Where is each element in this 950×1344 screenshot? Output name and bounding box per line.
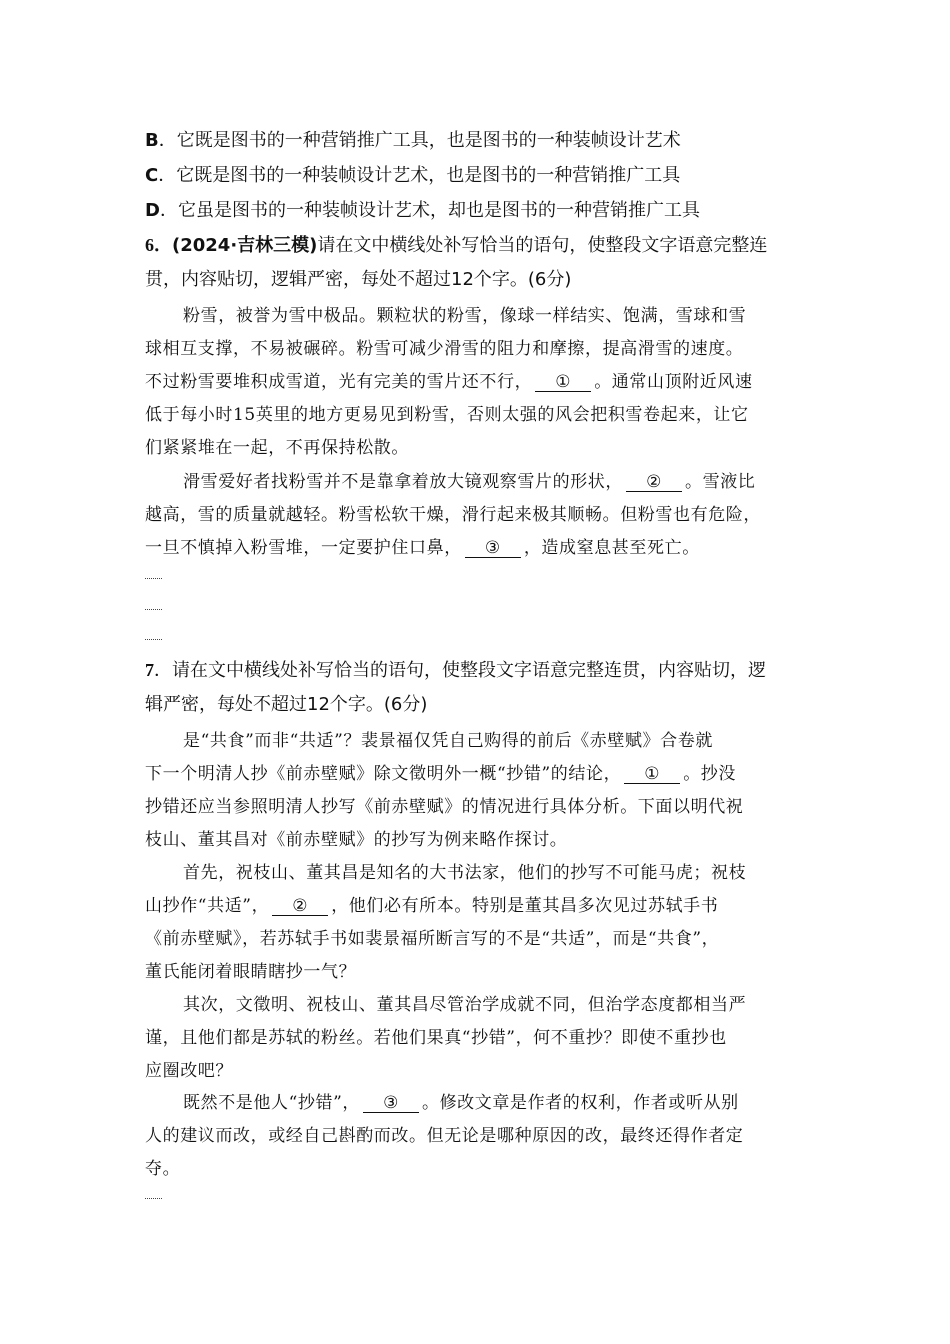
question-6-prompt — [145, 231, 767, 257]
question-text: 请在文中横线处补写恰当的语句，使整段文字语意完整连 — [317, 235, 768, 256]
passage-text: 滑雪爱好者找粉雪并不是靠拿着放大镜观察雪片的形状， — [183, 472, 623, 492]
question-7-prompt-cont: 辑严密，每处不超过12个字。(6分) — [145, 694, 428, 715]
passage-line: 其次，文徵明、祝枝山、董其昌尽管治学成就不同，但治学态度都相当严 — [183, 995, 747, 1015]
passage-text: 下一个明清人抄《前赤壁赋》除文徵明外一概“抄错”的结论， — [145, 764, 622, 784]
passage-text: ，他们必有所本。特别是董其昌多次见过苏轼手书 — [331, 896, 719, 916]
passage-line: 应圈改吧？ — [145, 1061, 233, 1081]
option-c — [145, 161, 680, 187]
passage-text: 一旦不慎掉入粉雪堆，一定要护住口鼻， — [145, 538, 462, 558]
option-text: ．它虽是图书的一种装帧设计艺术，却也是图书的一种营销推广工具 — [159, 200, 700, 221]
passage-text: 。修改文章是作者的权利，作者或听从别 — [421, 1093, 739, 1113]
passage-line: 抄错还应当参照明清人抄写《前赤壁赋》的情况进行具体分析。下面以明代祝 — [145, 797, 744, 817]
answer-blank-1[interactable]: ① — [624, 765, 680, 784]
answer-dotted-line — [145, 609, 162, 610]
passage-line: 们紧紧堆在一起，不再保持松散。 — [145, 438, 409, 458]
passage-line: 粉雪，被誉为雪中极品。颗粒状的粉雪，像球一样结实、饱满，雪球和雪 — [183, 306, 747, 326]
passage-line: 枝山、董其昌对《前赤壁赋》的抄写为例来略作探讨。 — [145, 830, 568, 850]
passage-text: 既然不是他人“抄错”， — [183, 1093, 360, 1113]
answer-blank-3[interactable]: ③ — [465, 539, 521, 558]
option-letter: D — [145, 200, 160, 221]
passage-line: 低于每小时15英里的地方更易见到粉雪，否则太强的风会把积雪卷起来，让它 — [145, 405, 749, 425]
answer-blank-2[interactable]: ② — [626, 473, 682, 492]
passage-line — [145, 891, 718, 916]
question-7-prompt — [145, 656, 766, 682]
passage-line — [183, 1088, 739, 1113]
passage-line: 首先，祝枝山、董其昌是知名的大书法家，他们的抄写不可能马虎；祝枝 — [183, 863, 747, 883]
passage-text: 。雪液比 — [685, 472, 756, 492]
passage-text: ，造成窒息甚至死亡。 — [523, 538, 700, 558]
answer-dotted-line — [145, 639, 162, 640]
answer-dotted-line — [145, 578, 162, 579]
passage-line: 董氏能闭着眼睛瞎抄一气？ — [145, 962, 357, 982]
passage-line: 谨，且他们都是苏轼的粉丝。若他们果真“抄错”，何不重抄？即使不重抄也 — [145, 1028, 727, 1048]
option-letter: C — [145, 165, 159, 186]
question-number: 7 — [145, 660, 154, 680]
passage-line: 夺。 — [145, 1159, 181, 1179]
passage-line — [145, 367, 753, 392]
passage-line — [145, 759, 736, 784]
passage-text: 。通常山顶附近风速 — [594, 372, 753, 392]
question-text: ．请在文中横线处补写恰当的语句，使整段文字语意完整连贯，内容贴切，逻 — [154, 660, 766, 681]
question-source: ．(2024·吉林三模) — [154, 235, 318, 256]
passage-line — [183, 467, 755, 492]
passage-text: 。抄没 — [683, 764, 736, 784]
answer-blank-1[interactable]: ① — [535, 373, 591, 392]
option-b — [145, 126, 681, 152]
passage-text: 不过粉雪要堆积成雪道，光有完美的雪片还不行， — [145, 372, 533, 392]
answer-blank-2[interactable]: ② — [272, 897, 328, 916]
option-d — [145, 196, 700, 222]
option-text: ．它既是图书的一种装帧设计艺术，也是图书的一种营销推广工具 — [158, 165, 681, 186]
question-number: 6 — [145, 235, 154, 255]
passage-line: 越高，雪的质量就越轻。粉雪松软干燥，滑行起来极其顺畅。但粉雪也有危险， — [145, 505, 761, 525]
passage-line: 是“共食”而非“共适”？裴景福仅凭自己购得的前后《赤壁赋》合卷就 — [183, 731, 713, 751]
passage-line: 《前赤壁赋》，若苏轼手书如裴景福所断言写的不是“共适”，而是“共食”， — [145, 929, 720, 949]
passage-line — [145, 533, 700, 558]
question-6-prompt-cont: 贯，内容贴切，逻辑严密，每处不超过12个字。(6分) — [145, 269, 572, 290]
passage-line: 球相互支撑，不易被碾碎。粉雪可减少滑雪的阻力和摩擦，提高滑雪的速度。 — [145, 339, 744, 359]
option-letter: B — [145, 130, 159, 151]
passage-line: 人的建议而改，或经自己斟酌而改。但无论是哪种原因的改，最终还得作者定 — [145, 1126, 744, 1146]
passage-text: 山抄作“共适”， — [145, 896, 270, 916]
answer-dotted-line — [145, 1198, 162, 1199]
answer-blank-3[interactable]: ③ — [363, 1094, 419, 1113]
option-text: ．它既是图书的一种营销推广工具，也是图书的一种装帧设计艺术 — [158, 130, 681, 151]
